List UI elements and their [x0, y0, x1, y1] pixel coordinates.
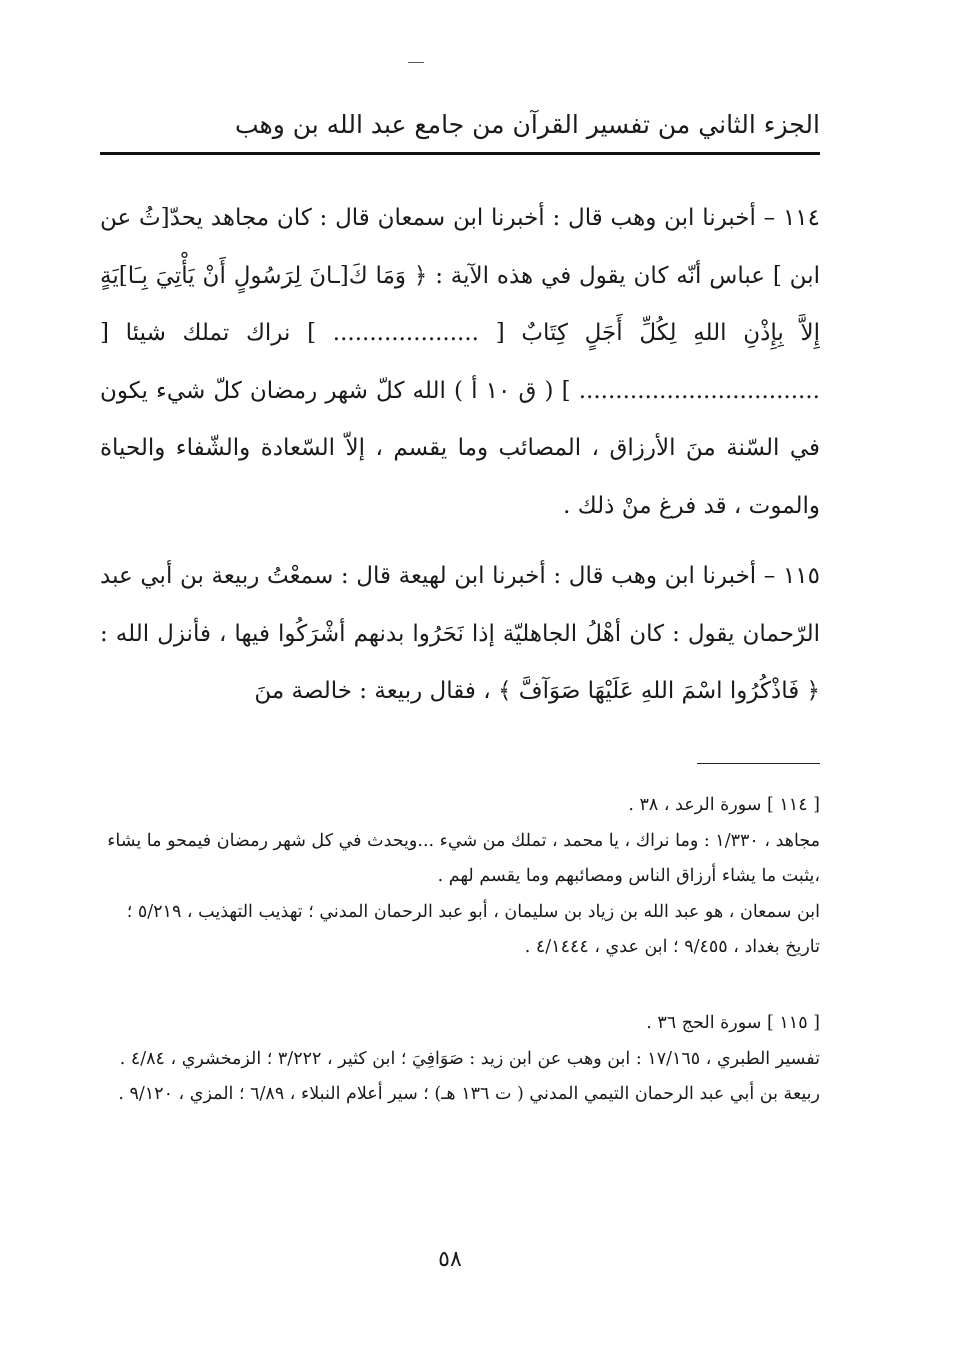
- entry-text: ١١٥ – أخبرنا ابن وهب قال : أخبرنا ابن لهيعة قال : سمعْتُ ربيعة بن أبي عبد الرّحمان يقول : كان أهْلُ الجاهليّة إذا نَحَرُوا بدنهم أشْرَكُوا فيها ، فأنزل الله : ﴿ فَاذْكُرُوا اسْمَ اللهِ عَلَيْهَا صَوَآفَّ ﴾ ، فقال ربيعة : خالصة منَ: [100, 563, 820, 704]
- footnote-line: [ ١١٤ ] سورة الرعد ، ٣٨ .: [628, 795, 820, 815]
- header-rule: [100, 152, 820, 155]
- footnotes-114: [100, 788, 820, 966]
- running-header: الجزء الثاني من تفسير القرآن من جامع عبد الله بن وهب: [234, 110, 820, 139]
- footnote-line: ابن سمعان ، هو عبد الله بن زياد بن سليمان ، أبو عبد الرحمان المدني ؛ تهذيب التهذيب ، ٥/٢١٩ ؛ تاريخ بغداد ، ٩/٤٥٥ ؛ ابن عدي ، ٤/١٤٤٤ .: [126, 901, 820, 957]
- footnote-line: ربيعة بن أبي عبد الرحمان التيمي المدني ( ت ١٣٦ هـ) ؛ سير أعلام النبلاء ، ٦/٨٩ ؛ المزي ، ٩/١٢٠ .: [118, 1084, 820, 1104]
- footnote-separator: [697, 763, 820, 764]
- hadith-entry-115: [100, 548, 820, 721]
- hadith-entry-114: [100, 190, 820, 535]
- footnote-line: تفسير الطبري ، ١٧/١٦٥ : ابن وهب عن ابن زيد : صَوَافِيَ ؛ ابن كثير ، ٣/٢٢٢ ؛ الزمخشري ، ٤/٨٤ .: [119, 1048, 820, 1069]
- footnote-line: [ ١١٥ ] سورة الحج ٣٦ .: [646, 1013, 820, 1033]
- top-mark: [408, 62, 424, 63]
- page-number: ٥٨: [438, 1247, 462, 1272]
- footnote-line: مجاهد ، ١/٣٣٠ : وما نراك ، يا محمد ، تملك من شيء ...ويحدث في كل شهر رمضان فيمحو ما يشاء ،يثبت ما يشاء أرزاق الناس ومصائبهم وما يقسم لهم .: [107, 830, 820, 886]
- footnotes-115: [100, 1006, 820, 1113]
- entry-text: ١١٤ – أخبرنا ابن وهب قال : أخبرنا ابن سمعان قال : كان مجاهد يحدّ[ثُ عن ابن ] عباس أنّه كان يقول في هذه الآية : ﴿ وَمَا كَ[ـانَ لِرَسُولٍ أَنْ يَأْتِيَ بِـَا]يَةٍ إِلاَّ بِإِذْنِ اللهِ لِكُلِّ أَجَلٍ كِتَابٌ [ .................... ] نراك تملك شيئا [ ................................. ] ( ق ١٠ أ ) الله كلّ شهر رمضان كلّ شيء يكون في السّنة منَ الأرزاق ، المصائب وما يقسم ، إلاّ السّعادة والشّفاء والحياة والموت ، قد فرغ منْ ذلك .: [100, 205, 820, 519]
